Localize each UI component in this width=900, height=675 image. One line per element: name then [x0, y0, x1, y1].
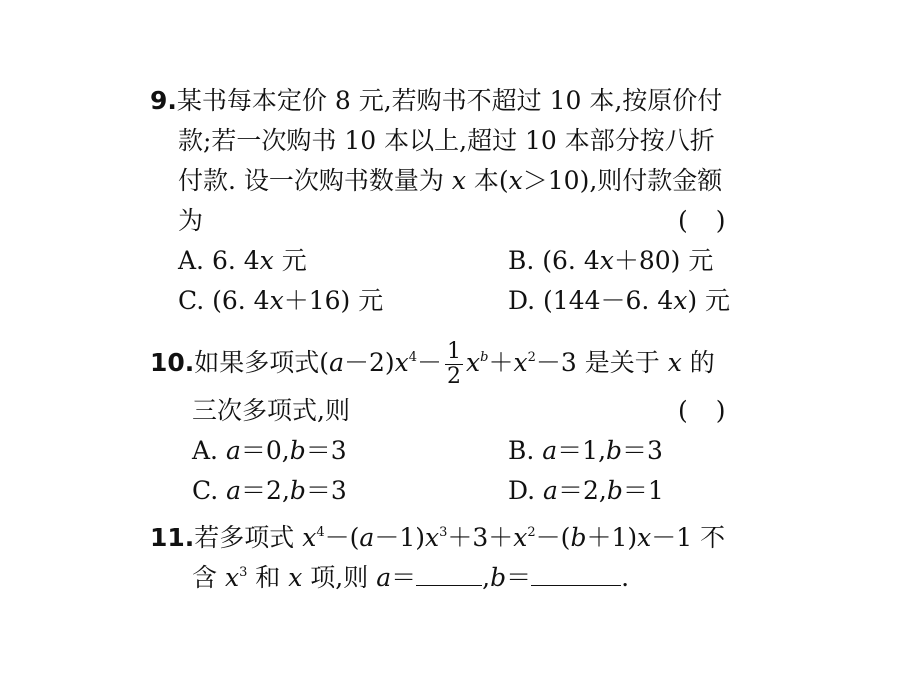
q9-text-1: 某书每本定价 8 元,若购书不超过 10 本,按原价付 — [176, 86, 723, 115]
q9-option-c-tail: ＋16) 元 — [283, 286, 384, 315]
q10-option-c-label: C. — [192, 476, 227, 505]
q10-line-1 — [150, 336, 715, 389]
q10-option-c-w: ＝3 — [305, 476, 347, 505]
q10-option-d-v: ＝2, — [557, 476, 607, 505]
q9-option-a — [178, 246, 307, 276]
q9-option-d-tail: ) 元 — [687, 286, 731, 315]
q11-var-x: x — [424, 523, 440, 552]
q9-var-x: x — [259, 246, 274, 275]
q10-option-d-w: ＝1 — [622, 476, 664, 505]
q10-option-b — [508, 436, 663, 466]
q10-option-a-label: A. — [192, 436, 226, 465]
q10-line-2 — [192, 396, 350, 426]
q10-var-x: x — [513, 348, 528, 377]
q10-text-1d: ＋ — [488, 348, 514, 377]
q11-number: 11. — [150, 523, 195, 552]
q9-line-2 — [178, 126, 715, 156]
q9-answer-paren: ( ) — [678, 206, 726, 235]
q10-frac-num: 1 — [447, 339, 462, 364]
q9-option-a-tail: 元 — [273, 246, 307, 275]
q10-option-c — [192, 476, 347, 506]
q10-option-d — [508, 476, 664, 506]
q11-var-a: a — [376, 563, 392, 592]
q10-var-a: a — [225, 436, 241, 465]
q11-text-1g: －1 不 — [651, 523, 726, 552]
q9-line-1 — [150, 86, 722, 116]
q9-line-4 — [178, 206, 203, 236]
q11-exp-2: 2 — [527, 525, 536, 540]
q11-var-b: b — [490, 563, 507, 592]
q11-var-x: x — [302, 523, 317, 552]
q11-text-1c: －1) — [374, 523, 425, 552]
q9-var-x: x — [451, 166, 466, 195]
q9-option-b-text: B. (6. 4 — [508, 246, 600, 275]
q11-text-2g: . — [621, 563, 630, 592]
q9-option-d-text: D. (144－6. 4 — [508, 286, 674, 315]
q9-option-d — [508, 286, 730, 316]
q10-fraction — [445, 340, 463, 389]
q10-var-x: x — [466, 348, 481, 377]
q10-var-b: b — [606, 476, 623, 505]
q11-exp-3: 3 — [239, 565, 248, 580]
q11-text-1e: －( — [535, 523, 571, 552]
q9-var-x: x — [673, 286, 688, 315]
q10-option-b-w: ＝3 — [622, 436, 663, 465]
q11-text-1b: －( — [324, 523, 360, 552]
q11-var-x: x — [288, 563, 303, 592]
q11-text-2a: 含 — [192, 563, 225, 592]
q10-var-x: x — [394, 348, 409, 377]
q9-var-x: x — [269, 286, 284, 315]
q11-text-1f: ＋1) — [586, 523, 638, 552]
q10-exp-2: 2 — [527, 350, 536, 365]
q11-text-1a: 若多项式 — [194, 523, 303, 552]
q10-number: 10. — [150, 348, 195, 377]
q10-text-1f: 的 — [681, 348, 715, 377]
q9-var-x: x — [508, 166, 523, 195]
q11-var-x: x — [637, 523, 652, 552]
q11-text-2e: , — [482, 563, 491, 592]
q10-var-b: b — [289, 436, 306, 465]
q10-var-a: a — [543, 476, 558, 505]
q10-option-a-w: ＝3 — [305, 436, 347, 465]
q9-option-b-tail: ＋80) 元 — [613, 246, 714, 275]
q10-var-a: a — [329, 348, 344, 377]
q11-exp-4: 4 — [316, 525, 325, 540]
q11-answer-blank-b[interactable] — [531, 561, 621, 586]
q9-text-3b: 本( — [465, 166, 509, 195]
q10-option-b-v: ＝1, — [557, 436, 607, 465]
q9-line-3 — [178, 166, 722, 196]
q11-exp-3: 3 — [439, 525, 448, 540]
q11-var-a: a — [359, 523, 375, 552]
q10-exp-4: 4 — [408, 350, 418, 365]
q10-answer-paren: ( ) — [678, 396, 726, 425]
q10-option-b-label: B. — [508, 436, 543, 465]
q10-var-x: x — [667, 348, 682, 377]
q9-var-x: x — [599, 246, 614, 275]
q9-text-3a: 付款. 设一次购书数量为 — [178, 166, 452, 195]
q10-option-a — [192, 436, 347, 466]
q10-var-a: a — [542, 436, 558, 465]
q10-text-1a: 如果多项式( — [194, 348, 330, 377]
q10-text-1b: －2) — [343, 348, 395, 377]
q10-option-c-v: ＝2, — [241, 476, 290, 505]
q11-line-1 — [150, 518, 725, 553]
q11-text-2d: ＝ — [391, 563, 417, 592]
q10-option-d-label: D. — [508, 476, 544, 505]
q11-line-2 — [192, 558, 629, 593]
q9-option-a-text: A. 6. 4 — [178, 246, 260, 275]
q11-text-2f: ＝ — [506, 563, 532, 592]
q10-frac-den: 2 — [447, 364, 462, 389]
q11-var-x: x — [224, 563, 240, 592]
q9-text-4: 为 — [178, 206, 204, 235]
q9-option-c — [178, 286, 383, 316]
q10-text-1e: －3 是关于 — [535, 348, 668, 377]
q9-number: 9. — [150, 86, 177, 115]
q10-exp-b: b — [480, 350, 489, 365]
q10-var-a: a — [226, 476, 242, 505]
q11-text-2b: 和 — [247, 563, 289, 592]
q11-var-x: x — [513, 523, 528, 552]
q11-text-2c: 项,则 — [302, 563, 377, 592]
q11-answer-blank-a[interactable] — [416, 561, 482, 586]
q10-text-1c: － — [417, 348, 443, 377]
q10-text-2: 三次多项式,则 — [192, 396, 350, 425]
q9-option-c-text: C. (6. 4 — [178, 286, 270, 315]
q10-var-b: b — [606, 436, 623, 465]
q9-text-2: 款;若一次购书 10 本以上,超过 10 本部分按八折 — [178, 126, 715, 155]
q9-text-3c: ＞10),则付款金额 — [522, 166, 723, 195]
q10-var-b: b — [289, 476, 306, 505]
q11-text-1d: ＋3＋ — [447, 523, 514, 552]
q9-option-b — [508, 246, 713, 276]
q10-option-a-v: ＝0, — [240, 436, 290, 465]
q11-var-b: b — [570, 523, 587, 552]
